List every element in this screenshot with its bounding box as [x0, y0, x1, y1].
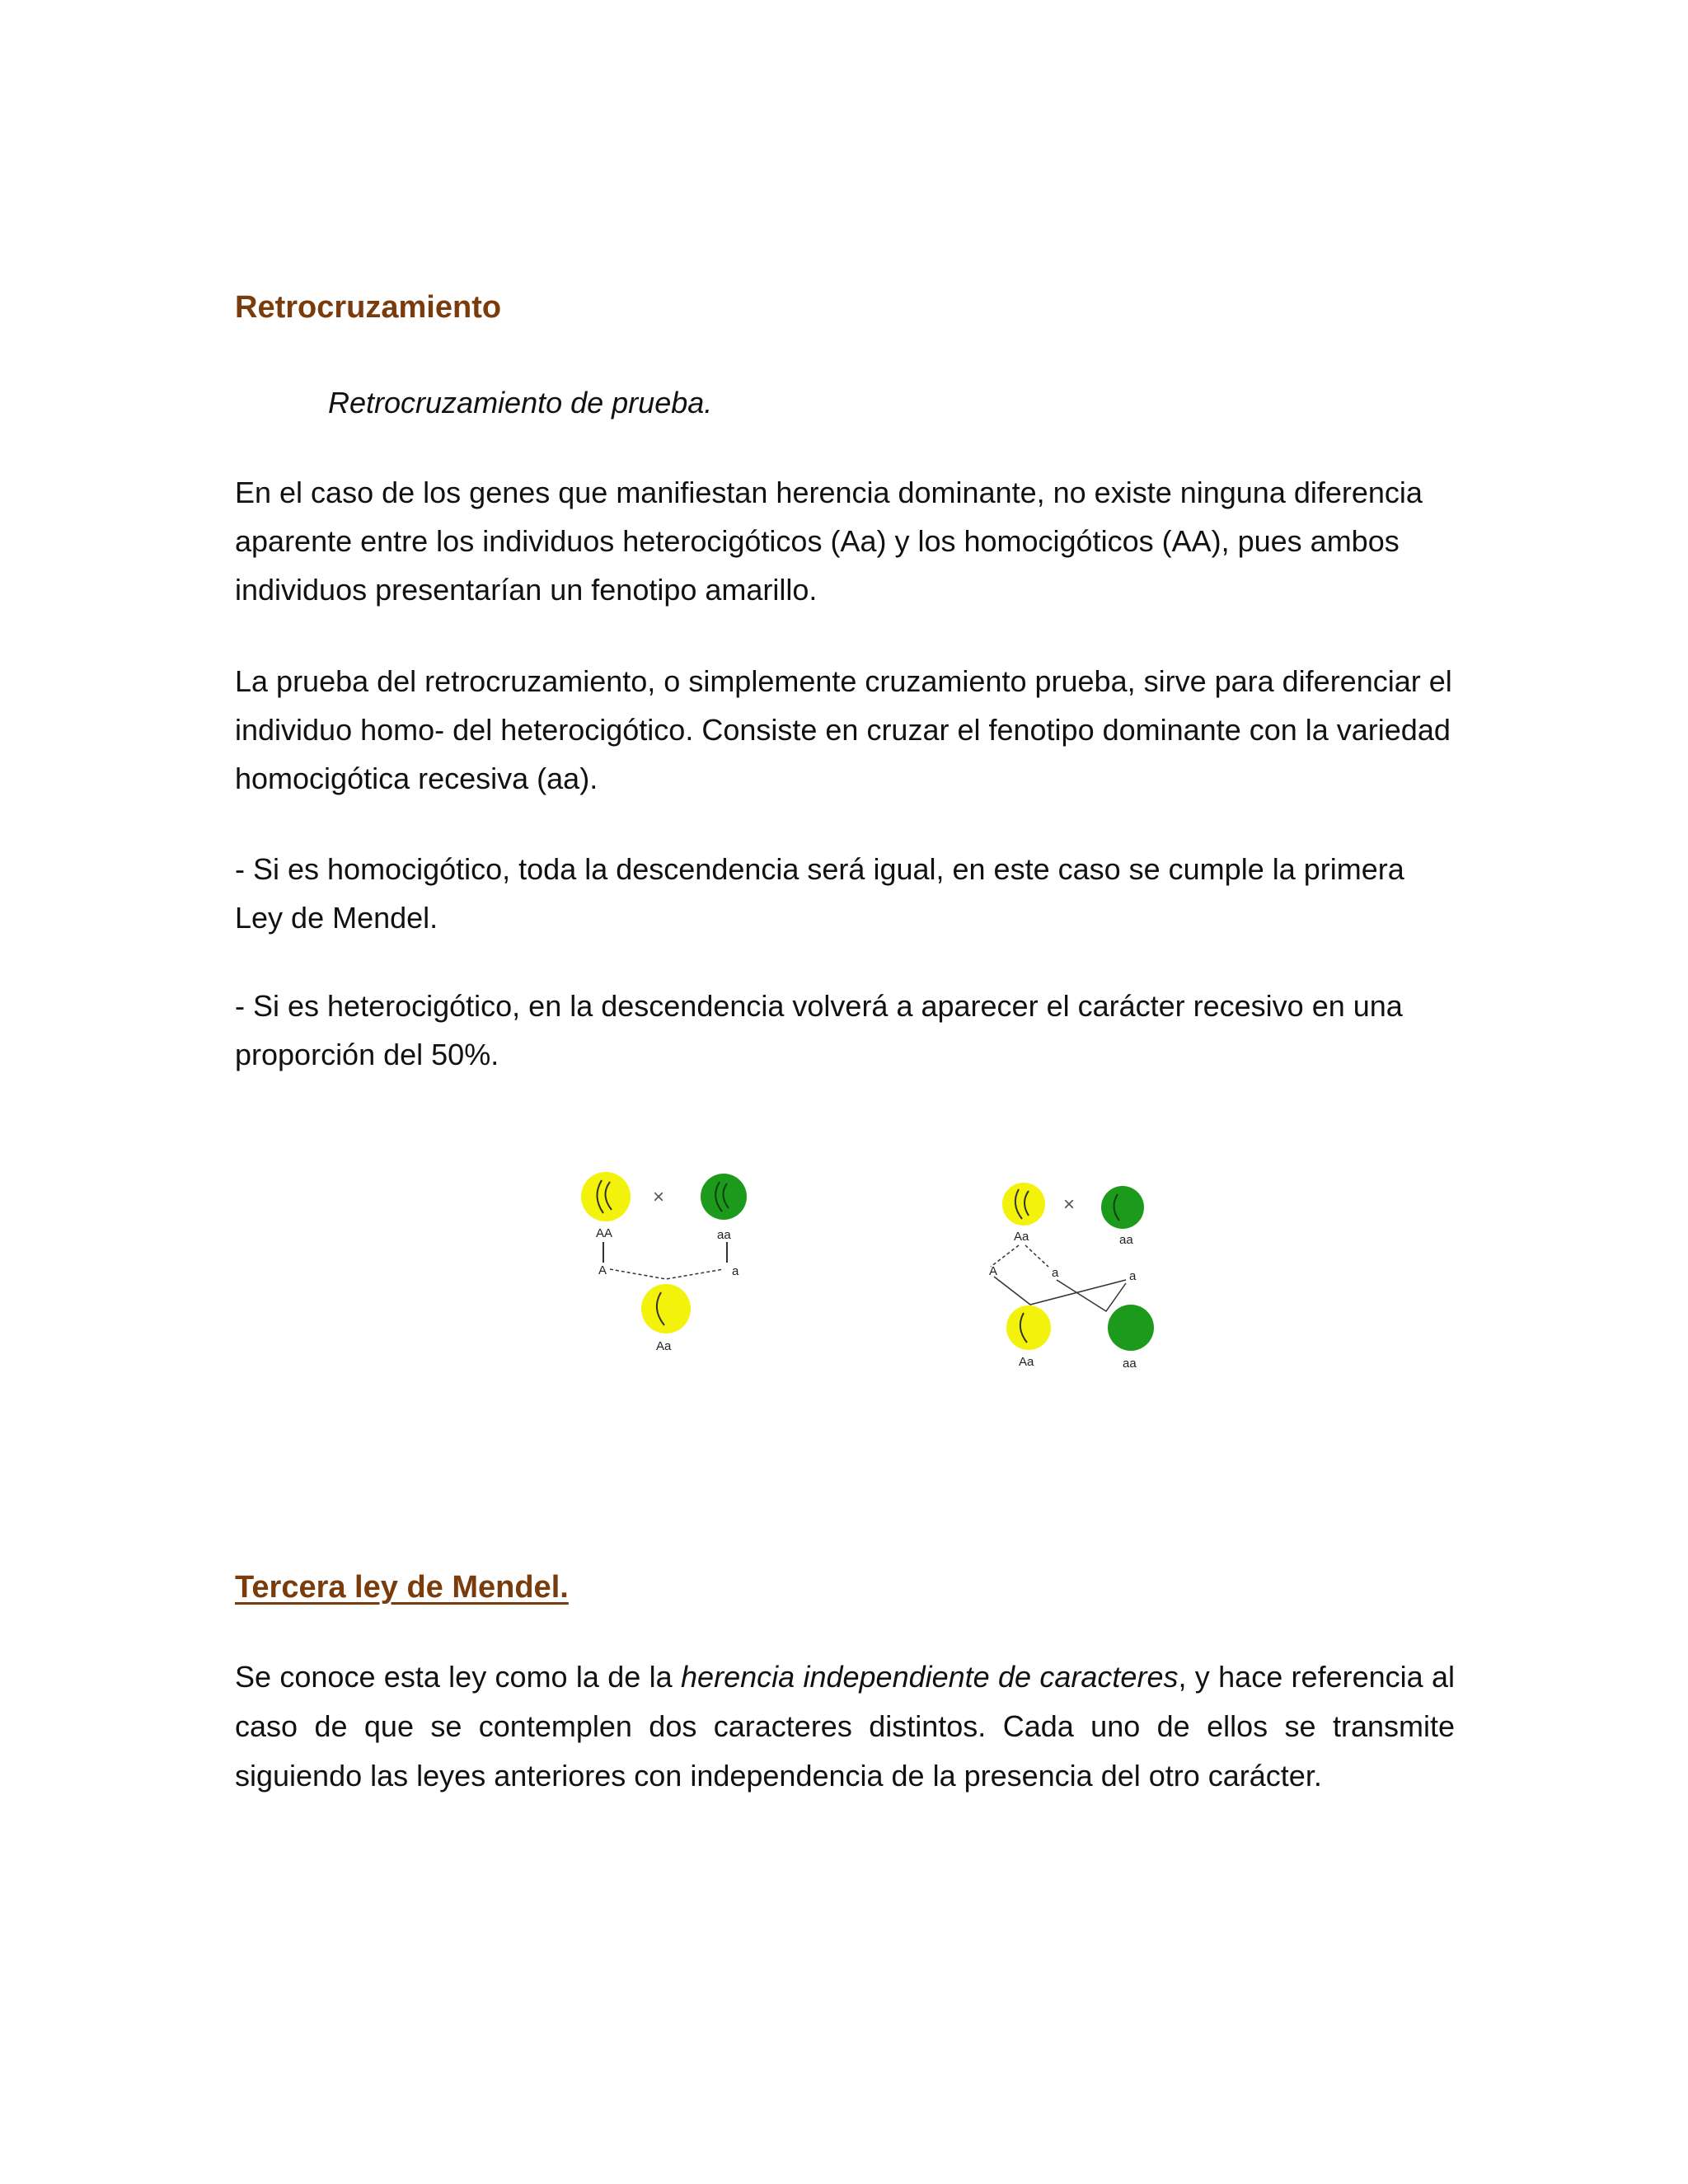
section-title-retrocruzamiento: Retrocruzamiento [235, 290, 502, 325]
cross-symbol: × [653, 1186, 665, 1208]
genotype-label: Aa [656, 1339, 672, 1353]
cross-connector [994, 1277, 1126, 1305]
offspring-green-pea [1108, 1305, 1154, 1351]
paragraph-text: , y hace referencia al caso de que se contemplen dos caracteres distintos. Cada uno de ellos se transmite siguiendo las leyes anteriores con independencia de la presencia del otro carácter. [235, 1660, 1456, 1793]
genotype-label: Aa [1019, 1355, 1034, 1369]
cross-connector [610, 1269, 724, 1279]
parent-green-pea [1101, 1186, 1144, 1229]
offspring-yellow-pea [641, 1284, 691, 1333]
gamete-label: a [1052, 1266, 1059, 1280]
paragraph-text: Se conoce esta ley como la de la [235, 1660, 682, 1694]
gamete-label: A [598, 1263, 607, 1277]
gamete-label: a [732, 1264, 739, 1278]
parent-yellow-pea [1002, 1183, 1045, 1226]
genotype-label: aa [1119, 1233, 1133, 1247]
paragraph-1: En el caso de los genes que manifiestan herencia dominante, no existe ninguna diferencia aparente entre los individuos heterocigóticos (Aa) y los homocigóticos (AA), pues ambos individuos presentarían un fenotipo amarillo. [235, 476, 1423, 607]
gamete-label: a [1129, 1269, 1137, 1283]
paragraph-tercera-ley [235, 1652, 1455, 1801]
genotype-label: AA [596, 1226, 613, 1240]
cross-diagram-homozygous [569, 1162, 767, 1368]
cross-symbol: × [1063, 1193, 1076, 1216]
paragraph-2: La prueba del retrocruzamiento, o simplemente cruzamiento prueba, sirve para diferenciar el individuo homo- del heterocigótico. Consiste en cruzar el fenotipo dominante con la variedad homocigótica recesiva (aa). [235, 664, 1452, 795]
section-subtitle: Retrocruzamiento de prueba. [328, 386, 713, 419]
genotype-label: aa [1123, 1357, 1137, 1371]
gamete-label: A [989, 1264, 998, 1278]
genotype-label: aa [717, 1228, 731, 1242]
paragraph-3: - Si es homocigótico, toda la descendencia será igual, en este caso se cumple la primera Ley de Mendel. [235, 852, 1404, 935]
genotype-label: Aa [1014, 1230, 1029, 1244]
paragraph-emphasis: herencia independiente de caracteres [681, 1660, 1179, 1694]
paragraph-4: - Si es heterocigótico, en la descendencia volverá a aparecer el carácter recesivo en una proporción del 50%. [235, 989, 1403, 1071]
section-title-tercera-ley: Tercera ley de Mendel. [235, 1570, 569, 1605]
offspring-yellow-pea [1006, 1305, 1051, 1350]
cross-diagram-heterozygous [981, 1174, 1179, 1376]
